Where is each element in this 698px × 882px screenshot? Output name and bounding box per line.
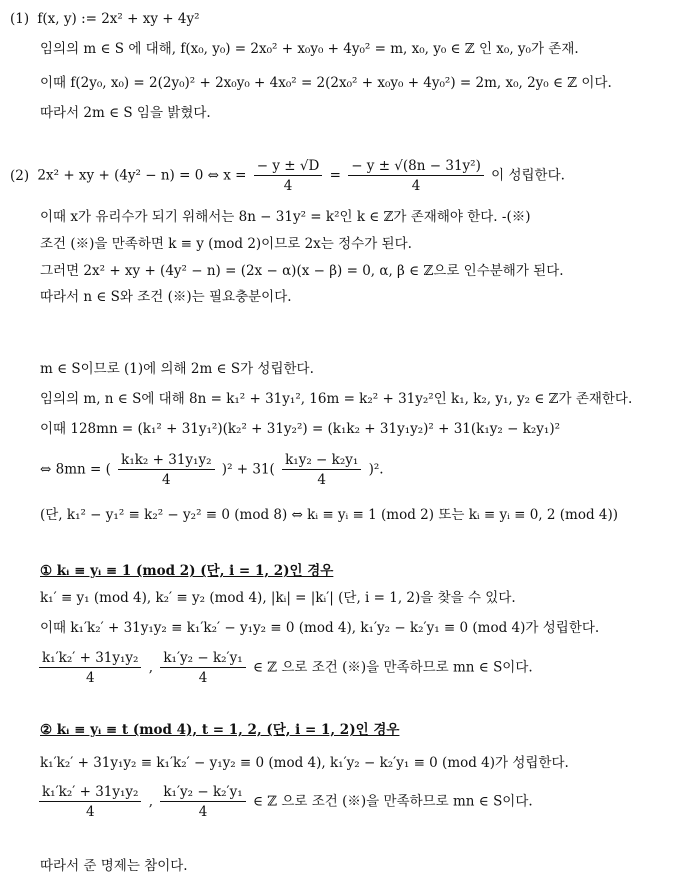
- case1-sum-fraction-numerator: k₁′k₂′ + 31y₁y₂: [39, 650, 141, 668]
- part2-line-3: 조건 (※)을 만족하면 k ≡ y (mod 2)이므로 2x는 정수가 된다.: [40, 236, 412, 252]
- case1-comma: ,: [148, 659, 154, 676]
- part1-line-3: 따라서 2m ∈ S 임을 밝혔다.: [40, 105, 211, 121]
- part1-marker: (1): [10, 11, 30, 27]
- sum-fraction: [118, 452, 214, 488]
- case2-conclusion-line: [36, 784, 533, 820]
- part3-line-4-middle: )² + 31(: [221, 461, 275, 478]
- part2-equation-lhs: 2x² + xy + (4y² − n) = 0 ⇔ x =: [37, 167, 247, 184]
- sum-fraction-numerator: k₁k₂ + 31y₁y₂: [118, 452, 214, 470]
- case2-line-1: k₁′k₂′ + 31y₁y₂ ≡ k₁′k₂′ − y₁y₂ ≡ 0 (mod 4), k₁′y₂ − k₂′y₁ ≡ 0 (mod 4)가 성립한다.: [40, 755, 569, 771]
- part3-line-1: m ∈ S이므로 (1)에 의해 2m ∈ S가 성립한다.: [40, 361, 314, 377]
- part3-line-4-suffix: )².: [368, 461, 384, 478]
- part2-equation-tail: 이 성립한다.: [491, 167, 565, 184]
- case1-conclusion-text: ∈ ℤ 으로 조건 (※)을 만족하므로 mn ∈ S이다.: [252, 659, 533, 676]
- difference-fraction-numerator: k₁y₂ − k₂y₁: [282, 452, 361, 470]
- case1-conclusion-line: [36, 650, 533, 686]
- part3-line-2: 임의의 m, n ∈ S에 대해 8n = k₁² + 31y₁², 16m = k₂² + 31y₂²인 k₁, k₂, y₁, y₂ ∈ ℤ가 존재한다.: [40, 391, 633, 407]
- case1-difference-fraction: [160, 650, 245, 686]
- sum-fraction-denominator: 4: [162, 472, 171, 488]
- root-fraction-d: [254, 158, 323, 194]
- root-fraction-explicit-numerator: − y ± √(8n − 31y²): [348, 158, 484, 176]
- part3-line-3: 이때 128mn = (k₁² + 31y₁²)(k₂² + 31y₂²) = (k₁k₂ + 31y₁y₂)² + 31(k₁y₂ − k₂y₁)²: [40, 421, 560, 437]
- root-fraction-d-numerator: − y ± √D: [254, 158, 323, 176]
- part1-line-1: 임의의 m ∈ S 에 대해, f(x₀, y₀) = 2x₀² + x₀y₀ + 4y₀² = m, x₀, y₀ ∈ ℤ 인 x₀, y₀가 존재.: [40, 41, 579, 57]
- case2-sum-fraction: [39, 784, 141, 820]
- case1-difference-fraction-numerator: k₁′y₂ − k₂′y₁: [160, 650, 245, 668]
- case2-comma: ,: [148, 793, 154, 810]
- case1-difference-fraction-denominator: 4: [198, 670, 208, 686]
- root-fraction-d-denominator: 4: [283, 178, 293, 194]
- part1-line-2: 이때 f(2y₀, x₀) = 2(2y₀)² + 2x₀y₀ + 4x₀² = 2(2x₀² + x₀y₀ + 4y₀²) = 2m, x₀, 2y₀ ∈ ℤ 이다.: [40, 75, 612, 91]
- final-conclusion: 따라서 준 명제는 참이다.: [40, 858, 188, 874]
- part1-definition-line: [10, 10, 200, 28]
- part3-line-4: [40, 452, 384, 488]
- case1-sum-fraction: [39, 650, 141, 686]
- difference-fraction-denominator: 4: [317, 472, 326, 488]
- case1-line-1: k₁′ ≡ y₁ (mod 4), k₂′ ≡ y₂ (mod 4), |kᵢ| = |kᵢ′| (단, i = 1, 2)을 찾을 수 있다.: [40, 590, 516, 606]
- root-fraction-explicit-denominator: 4: [411, 178, 421, 194]
- part2-line-5: 따라서 n ∈ S와 조건 (※)는 필요충분이다.: [40, 289, 292, 305]
- part2-line-2: 이때 x가 유리수가 되기 위해서는 8n − 31y² = k²인 k ∈ ℤ가 존재해야 한다. -(※): [40, 209, 531, 225]
- part2-marker: (2): [10, 167, 30, 184]
- case1-line-2: 이때 k₁′k₂′ + 31y₁y₂ ≡ k₁′k₂′ − y₁y₂ ≡ 0 (mod 4), k₁′y₂ − k₂′y₁ ≡ 0 (mod 4)가 성립한다.: [40, 620, 600, 636]
- case2-sum-fraction-denominator: 4: [85, 804, 95, 820]
- part3-condition-note: (단, k₁² − y₁² ≡ k₂² − y₂² ≡ 0 (mod 8) ⇔ kᵢ ≡ yᵢ ≡ 1 (mod 2) 또는 kᵢ ≡ yᵢ ≡ 0, 2 (mod 4)): [40, 507, 619, 523]
- case2-difference-fraction-denominator: 4: [198, 804, 208, 820]
- case2-sum-fraction-numerator: k₁′k₂′ + 31y₁y₂: [39, 784, 141, 802]
- part2-quadratic-line: [10, 158, 565, 194]
- part3-line-4-prefix: ⇔ 8mn = (: [40, 461, 111, 478]
- root-fraction-explicit: [348, 158, 484, 194]
- part1-definition: f(x, y) := 2x² + xy + 4y²: [37, 11, 200, 27]
- part2-equals: =: [329, 167, 341, 184]
- case2-heading: ② kᵢ ≡ yᵢ ≡ t (mod 4), t = 1, 2, (단, i = 1, 2)인 경우: [40, 722, 400, 738]
- difference-fraction: [282, 452, 361, 488]
- case2-difference-fraction: [160, 784, 245, 820]
- part2-line-4: 그러면 2x² + xy + (4y² − n) = (2x − α)(x − β) = 0, α, β ∈ ℤ으로 인수분해가 된다.: [40, 263, 564, 279]
- case1-heading: ① kᵢ ≡ yᵢ ≡ 1 (mod 2) (단, i = 1, 2)인 경우: [40, 563, 334, 579]
- case1-sum-fraction-denominator: 4: [85, 670, 95, 686]
- case2-conclusion-text: ∈ ℤ 으로 조건 (※)을 만족하므로 mn ∈ S이다.: [252, 793, 533, 810]
- case2-difference-fraction-numerator: k₁′y₂ − k₂′y₁: [160, 784, 245, 802]
